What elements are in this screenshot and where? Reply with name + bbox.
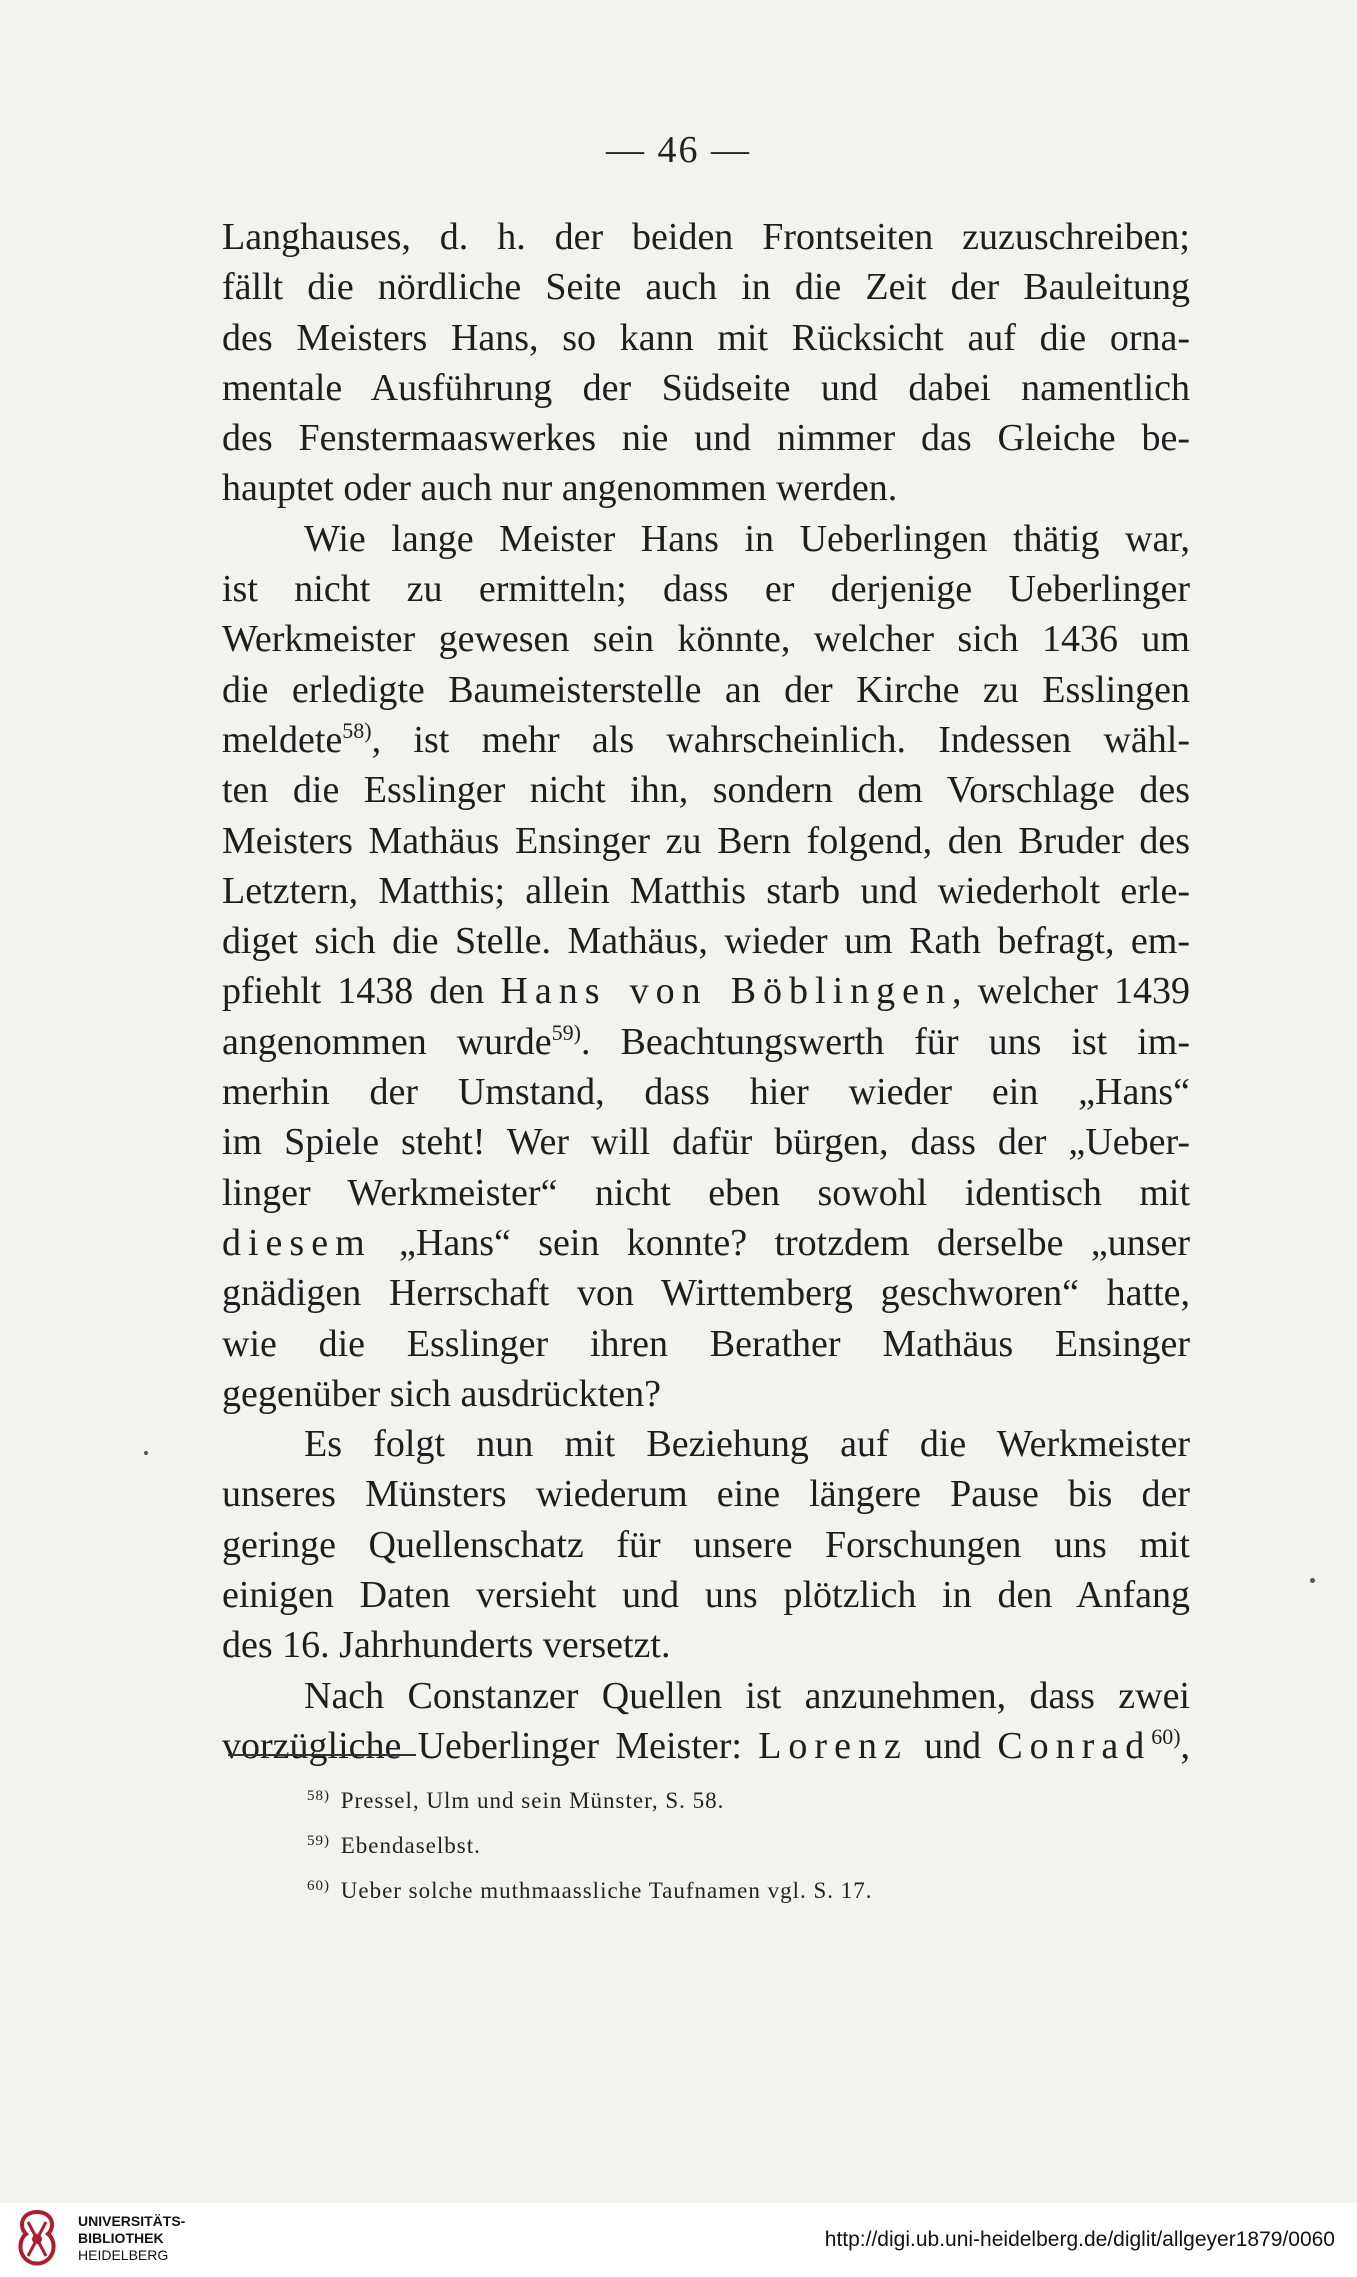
text-span: , (1180, 1724, 1191, 1767)
footnote-text: Ueber solche muthmaassliche Taufnamen vgl. S. 17. (340, 1878, 873, 1903)
footnote-number: 58) (307, 1788, 330, 1804)
footnote-58 (307, 1776, 1207, 1821)
text-line: Wie lange Meister Hans in Ueberlingen thätig war, (304, 517, 1190, 560)
text-line: geringe Quellenschatz für unsere Forschungen uns mit (222, 1523, 1190, 1566)
text-span: , ist mehr als wahrscheinlich. Indessen wähl- (371, 718, 1190, 761)
text-line: ist nicht zu ermitteln; dass er derjenige Ueberlinger (222, 568, 1190, 611)
footnote-rule (228, 1754, 416, 1756)
text-line: hauptet oder auch nur angenommen werden. (222, 467, 898, 510)
university-seal-icon (12, 2208, 62, 2270)
footnote-60 (307, 1866, 1207, 1911)
text-line: Langhauses, d. h. der beiden Frontseiten zuzuschreiben; (222, 216, 1190, 258)
text-span: pfiehlt 1438 den (222, 970, 485, 1013)
text-span: , welcher 1439 (952, 970, 1190, 1013)
text-span: . Beachtungswerth für uns ist im- (581, 1020, 1190, 1063)
library-line: UNIVERSITÄTS- (78, 2213, 186, 2229)
text-line: wie die Esslinger ihren Berather Mathäus Ensinger (222, 1322, 1190, 1365)
text-span: vorzügliche Ueberlinger Meister: (222, 1724, 742, 1767)
library-line: BIBLIOTHEK (78, 2230, 164, 2246)
text-span: meldete (222, 718, 343, 761)
text-line (222, 1017, 1190, 1067)
text-line: gnädigen Herrschaft von Wirttemberg geschworen“ hatte, (222, 1272, 1190, 1315)
text-line: im Spiele steht! Wer will dafür bürgen, dass der „Ueber- (222, 1121, 1190, 1164)
text-line (222, 966, 1190, 1016)
text-line: unseres Münsters wiederum eine längere Pause bis der (222, 1473, 1190, 1516)
library-name (78, 2213, 185, 2264)
text-line: Es folgt nun mit Beziehung auf die Werkmeister (304, 1423, 1190, 1466)
text-line: Nach Constanzer Quellen ist anzunehmen, dass zwei (304, 1674, 1190, 1717)
text-line: Meisters Mathäus Ensinger zu Bern folgend, den Bruder des (222, 819, 1190, 862)
footnote-number: 59) (307, 1833, 330, 1849)
text-span: „Hans“ sein konnte? trotzdem derselbe „unser (399, 1221, 1191, 1264)
footnote-ref-59[interactable]: 59) (551, 1019, 581, 1045)
text-line: des Fenstermaaswerkes nie und nimmer das Gleiche be- (222, 417, 1190, 460)
footnote-ref-60[interactable]: 60) (1151, 1723, 1181, 1749)
footnote-number: 60) (307, 1878, 330, 1894)
spaced-name: Hans von Böblingen (500, 970, 953, 1013)
footnotes (307, 1776, 1207, 1911)
body-text (222, 212, 1190, 1771)
text-line: diget sich die Stelle. Mathäus, wieder um Rath befragt, em- (222, 920, 1190, 963)
footnote-text: Ebendaselbst. (340, 1833, 481, 1858)
source-url[interactable]: http://digi.ub.uni-heidelberg.de/diglit/allgeyer1879/0060 (824, 2228, 1335, 2251)
text-line (222, 715, 1190, 765)
text-line: des 16. Jahrhunderts versetzt. (222, 1624, 671, 1667)
footnote-59 (307, 1821, 1207, 1866)
text-line (222, 1218, 1190, 1268)
text-line: merhin der Umstand, dass hier wieder ein „Hans“ (222, 1071, 1190, 1114)
footnote-ref-58[interactable]: 58) (342, 717, 372, 743)
footnote-text: Pressel, Ulm und sein Münster, S. 58. (340, 1788, 725, 1813)
text-span: angenommen wurde (222, 1020, 552, 1063)
text-line: fällt die nördliche Seite auch in die Zeit der Bauleitung (222, 266, 1190, 309)
text-line: ten die Esslinger nicht ihn, sondern dem Vorschlage des (222, 769, 1190, 812)
spaced-name: Lorenz (758, 1724, 908, 1767)
page-number: — 46 — (606, 129, 751, 171)
text-line: mentale Ausführung der Südseite und dabei namentlich (222, 366, 1190, 409)
text-line: gegenüber sich ausdrückten? (222, 1372, 661, 1415)
text-line (222, 1721, 1190, 1771)
spaced-word: diesem (222, 1221, 372, 1264)
text-line: Letztern, Matthis; allein Matthis starb und wiederholt erle- (222, 869, 1190, 912)
text-line: einigen Daten versieht und uns plötzlich in den Anfang (222, 1574, 1190, 1617)
text-line: Werkmeister gewesen sein könnte, welcher sich 1436 um (222, 618, 1190, 661)
speck (1310, 1578, 1315, 1583)
text-span: und (924, 1724, 982, 1767)
text-line: linger Werkmeister“ nicht eben sowohl identisch mit (222, 1171, 1190, 1214)
speck (144, 1451, 148, 1455)
spaced-name: Conrad (997, 1724, 1152, 1767)
text-line: des Meisters Hans, so kann mit Rücksicht auf die orna- (222, 316, 1190, 359)
text-line: die erledigte Baumeisterstelle an der Kirche zu Esslingen (222, 668, 1190, 711)
library-line: HEIDELBERG (78, 2247, 169, 2263)
